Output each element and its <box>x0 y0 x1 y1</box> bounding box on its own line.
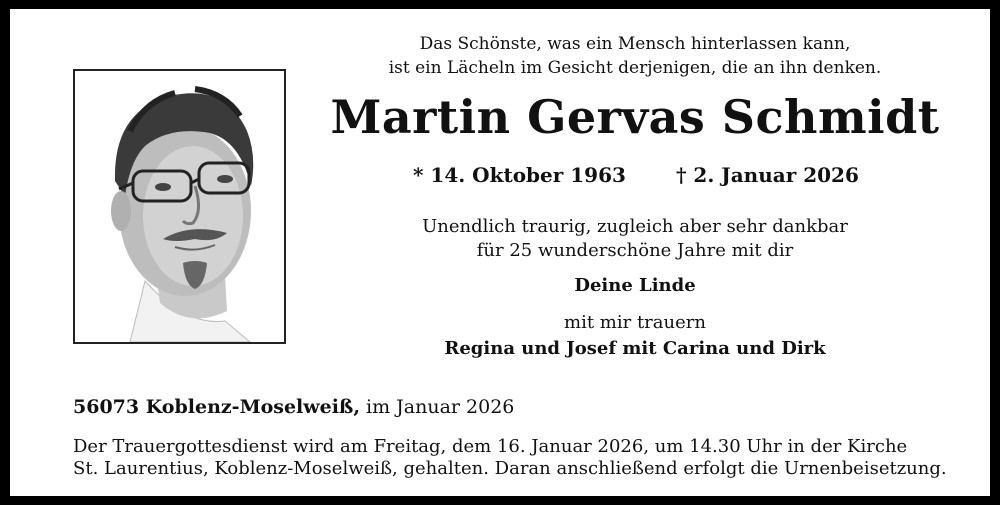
death-date: † 2. Januar 2026 <box>676 163 859 187</box>
service-info <box>73 436 953 480</box>
deceased-name: Martin Gervas Schmidt <box>330 90 940 144</box>
service-line: St. Laurentius, Koblenz-Moselweiß, gehalten. Daran anschließend erfolgt die Urnenbeisetzung. <box>73 458 947 479</box>
quote-line: Das Schönste, was ein Mensch hinterlassen kann, <box>419 34 851 54</box>
birth-date: * 14. Oktober 1963 <box>413 163 626 187</box>
service-line: Der Trauergottesdienst wird am Freitag, dem 16. Januar 2026, um 14.30 Uhr in der Kirche <box>73 436 908 457</box>
place-month: im Januar 2026 <box>360 396 515 418</box>
signature: Deine Linde <box>574 275 696 296</box>
place-name: 56073 Koblenz-Moselweiß, <box>73 396 360 418</box>
tribute-line: für 25 wunderschöne Jahre mit dir <box>476 240 794 261</box>
quote-line: ist ein Lächeln im Gesicht derjenigen, die an ihn denken. <box>388 58 882 78</box>
place-date <box>73 396 514 418</box>
mourners-names: Regina und Josef mit Carina und Dirk <box>444 338 826 359</box>
portrait-photo <box>73 69 286 344</box>
tribute-line: Unendlich traurig, zugleich aber sehr dankbar <box>422 216 848 237</box>
mourners-intro: mit mir trauern <box>564 312 706 333</box>
